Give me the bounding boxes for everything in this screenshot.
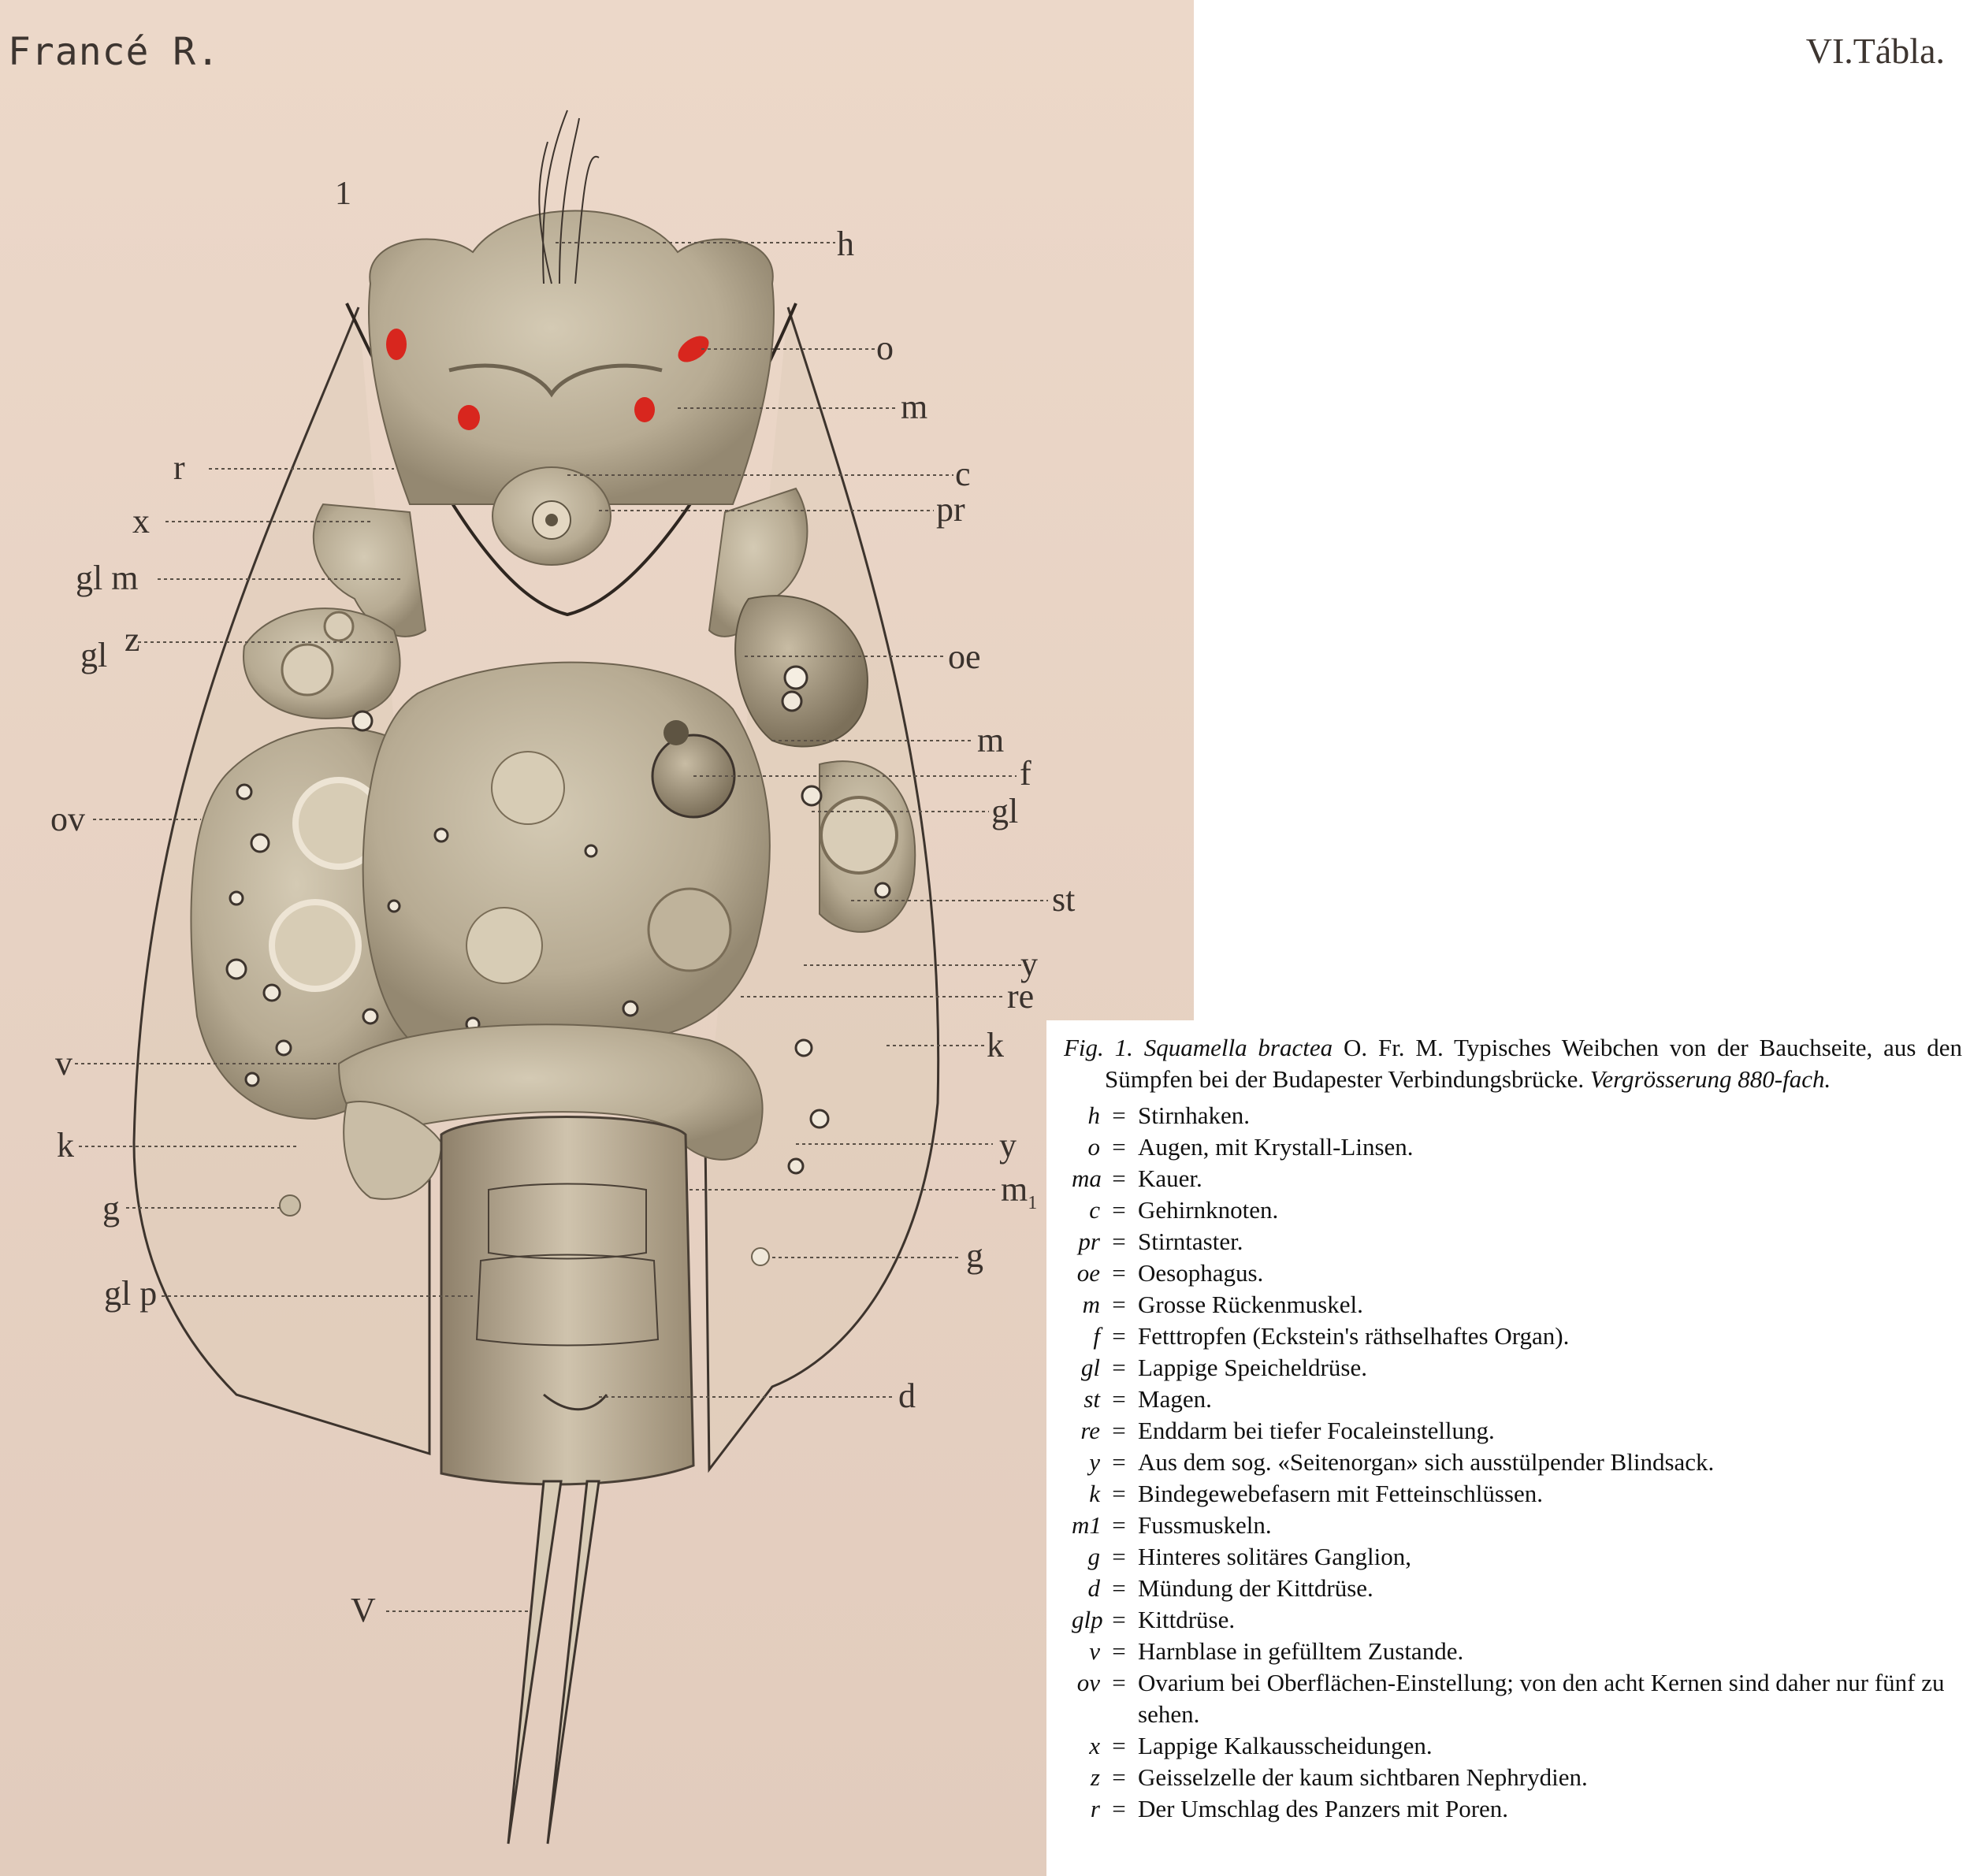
legend-equals: = xyxy=(1112,1354,1126,1381)
eye-left-upper xyxy=(386,329,407,360)
legend-item xyxy=(1064,1352,1962,1384)
label-r: r xyxy=(173,448,185,487)
label-m-top: m xyxy=(901,388,928,426)
label-d: d xyxy=(898,1376,916,1415)
label-g-right: g xyxy=(966,1236,983,1275)
legend-key: r xyxy=(1090,1795,1100,1822)
legend-key: g xyxy=(1087,1543,1100,1570)
legend-equals: = xyxy=(1112,1385,1126,1413)
legend-text: Lappige Kalkausscheidungen. xyxy=(1138,1732,1433,1759)
legend-item xyxy=(1064,1194,1962,1226)
label-k-right: k xyxy=(987,1026,1004,1064)
legend-key: k xyxy=(1089,1480,1100,1507)
figure-number: 1 xyxy=(335,176,351,212)
legend-equals: = xyxy=(1112,1448,1126,1476)
legend-equals: = xyxy=(1112,1543,1126,1570)
label-glm: gl m xyxy=(76,559,139,597)
legend-text: Lappige Speicheldrüse. xyxy=(1138,1354,1367,1381)
label-v-left: v xyxy=(55,1044,72,1083)
legend-item xyxy=(1064,1447,1962,1478)
legend-equals: = xyxy=(1112,1291,1126,1318)
legend-key: pr xyxy=(1078,1228,1100,1255)
label-oe: oe xyxy=(948,637,981,676)
label-gl-right: gl xyxy=(991,792,1019,830)
plate-author: Francé R. xyxy=(8,30,221,74)
label-k-left: k xyxy=(57,1126,74,1165)
legend-item xyxy=(1064,1163,1962,1194)
legend-equals: = xyxy=(1112,1669,1126,1696)
stomach-nucleus-1 xyxy=(492,752,564,824)
legend-item xyxy=(1064,1100,1962,1131)
legend-item xyxy=(1064,1636,1962,1667)
legend-item xyxy=(1064,1131,1962,1163)
legend-item xyxy=(1064,1510,1962,1541)
legend-item xyxy=(1064,1667,1962,1730)
legend-text: Der Umschlag des Panzers mit Poren. xyxy=(1138,1795,1509,1822)
legend-item xyxy=(1064,1573,1962,1604)
stomach-nucleus-3 xyxy=(649,889,730,971)
legend-key: oe xyxy=(1076,1259,1100,1287)
legend-equals: = xyxy=(1112,1322,1126,1350)
legend-equals: = xyxy=(1112,1795,1126,1822)
label-z: z xyxy=(125,620,140,659)
legend-text: Fussmuskeln. xyxy=(1138,1511,1272,1539)
legend-equals: = xyxy=(1112,1417,1126,1444)
label-m1 xyxy=(1001,1172,1037,1213)
legend-equals: = xyxy=(1112,1133,1126,1161)
label-g-left: g xyxy=(102,1189,120,1228)
legend-equals: = xyxy=(1112,1732,1126,1759)
caption-species: Squamella bractea xyxy=(1143,1034,1333,1061)
legend-text: Stirntaster. xyxy=(1138,1228,1243,1255)
legend-text: Enddarm bei tiefer Focaleinstellung. xyxy=(1138,1417,1495,1444)
label-m1-text: m xyxy=(1001,1170,1028,1209)
label-pr: pr xyxy=(936,490,965,529)
label-c: c xyxy=(955,455,971,493)
label-f: f xyxy=(1020,754,1031,793)
ovary-nucleus-2 xyxy=(272,902,359,989)
legend-key: v xyxy=(1089,1637,1100,1665)
legend-text: Harnblase in gefülltem Zustande. xyxy=(1138,1637,1464,1665)
legend-item xyxy=(1064,1793,1962,1825)
stomach-nucleus-2 xyxy=(466,908,542,983)
legend-key: ma xyxy=(1072,1165,1102,1192)
label-y-upper: y xyxy=(1020,945,1038,983)
legend-text: Stirnhaken. xyxy=(1138,1101,1251,1129)
stomach xyxy=(363,663,770,1040)
legend-item xyxy=(1064,1541,1962,1573)
legend-key: h xyxy=(1087,1101,1100,1129)
legend-item xyxy=(1064,1226,1962,1257)
toe-right xyxy=(548,1481,599,1844)
legend-text: Oesophagus. xyxy=(1138,1259,1264,1287)
label-y-lower: y xyxy=(999,1126,1017,1165)
label-m1-subscript: 1 xyxy=(1028,1192,1038,1213)
legend-key: m1 xyxy=(1072,1511,1102,1539)
legend-equals: = xyxy=(1112,1637,1126,1665)
legend-equals: = xyxy=(1112,1511,1126,1539)
eye-left-lower xyxy=(458,405,480,430)
legend-key: re xyxy=(1080,1417,1100,1444)
legend-key: st xyxy=(1084,1385,1100,1413)
legend-equals: = xyxy=(1112,1606,1126,1633)
legend-text: Kauer. xyxy=(1138,1165,1202,1192)
legend-equals: = xyxy=(1112,1228,1126,1255)
legend-equals: = xyxy=(1112,1196,1126,1224)
ganglion-right xyxy=(752,1248,769,1265)
legend-equals: = xyxy=(1112,1101,1126,1129)
legend-text: Bindegewebefasern mit Fetteinschlüssen. xyxy=(1138,1480,1543,1507)
caption-description: O. Fr. M. Typisches Weibchen von der Bauchseite, aus den Sümpfen bei der Budapester Verbindungsbrücke. xyxy=(1105,1034,1963,1093)
legend-equals: = xyxy=(1112,1574,1126,1602)
legend-item xyxy=(1064,1730,1962,1762)
legend-key: d xyxy=(1087,1574,1100,1602)
legend-item xyxy=(1064,1384,1962,1415)
label-gl-left: gl xyxy=(80,636,108,674)
head-region xyxy=(369,211,774,505)
legend-item xyxy=(1064,1289,1962,1321)
legend-key: y xyxy=(1089,1448,1100,1476)
legend-item xyxy=(1064,1415,1962,1447)
legend-text: Fetttropfen (Eckstein's räthselhaftes Organ). xyxy=(1138,1322,1570,1350)
legend-item xyxy=(1064,1257,1962,1289)
legend-item xyxy=(1064,1321,1962,1352)
legend-equals: = xyxy=(1112,1165,1126,1192)
legend-key: z xyxy=(1090,1763,1100,1791)
legend-equals: = xyxy=(1112,1259,1126,1287)
eye-right-lower xyxy=(634,397,655,422)
label-v-bottom: V xyxy=(351,1591,376,1629)
legend-text: Ovarium bei Oberflächen-Einstellung; von den acht Kernen sind daher nur fünf zu sehen. xyxy=(1138,1669,1945,1728)
ganglion-left xyxy=(280,1195,300,1216)
legend-key: x xyxy=(1089,1732,1100,1759)
legend-text: Magen. xyxy=(1138,1385,1212,1413)
legend-item xyxy=(1064,1478,1962,1510)
legend-item xyxy=(1064,1762,1962,1793)
legend-key: ov xyxy=(1076,1669,1100,1696)
legend-text: Grosse Rückenmuskel. xyxy=(1138,1291,1363,1318)
caption-heading xyxy=(1064,1032,1962,1095)
caption-magnification: Vergrösserung 880-fach. xyxy=(1589,1065,1831,1093)
legend-text: Aus dem sog. «Seitenorgan» sich ausstülpender Blindsack. xyxy=(1138,1448,1715,1476)
legend-equals: = xyxy=(1112,1480,1126,1507)
label-m-mid: m xyxy=(977,721,1005,760)
legend-key: gl xyxy=(1080,1354,1100,1381)
label-re: re xyxy=(1007,977,1035,1016)
legend-text: Augen, mit Krystall-Linsen. xyxy=(1138,1133,1414,1161)
caption-fig-number: Fig. 1. xyxy=(1064,1034,1133,1061)
legend-item xyxy=(1064,1604,1962,1636)
label-x: x xyxy=(132,502,150,541)
label-st: st xyxy=(1052,880,1076,919)
legend-key: o xyxy=(1087,1133,1100,1161)
legend-key: glp xyxy=(1072,1606,1103,1633)
legend-key: f xyxy=(1093,1322,1100,1350)
label-ov: ov xyxy=(50,800,85,838)
legend-text: Hinteres solitäres Ganglion, xyxy=(1138,1543,1411,1570)
legend-list xyxy=(1064,1100,1962,1825)
legend-text: Geisselzelle der kaum sichtbaren Nephrydien. xyxy=(1138,1763,1588,1791)
legend-text: Gehirnknoten. xyxy=(1138,1196,1279,1224)
legend-key: c xyxy=(1089,1196,1100,1224)
label-o: o xyxy=(876,329,894,367)
legend-equals: = xyxy=(1112,1763,1126,1791)
label-h: h xyxy=(837,225,854,263)
plate-number: VI.Tábla. xyxy=(1805,31,1945,71)
figure-caption xyxy=(1064,1032,1962,1825)
legend-key: m xyxy=(1082,1291,1100,1318)
legend-text: Kittdrüse. xyxy=(1138,1606,1236,1633)
legend-text: Mündung der Kittdrüse. xyxy=(1138,1574,1373,1602)
label-glp: gl p xyxy=(104,1274,158,1313)
